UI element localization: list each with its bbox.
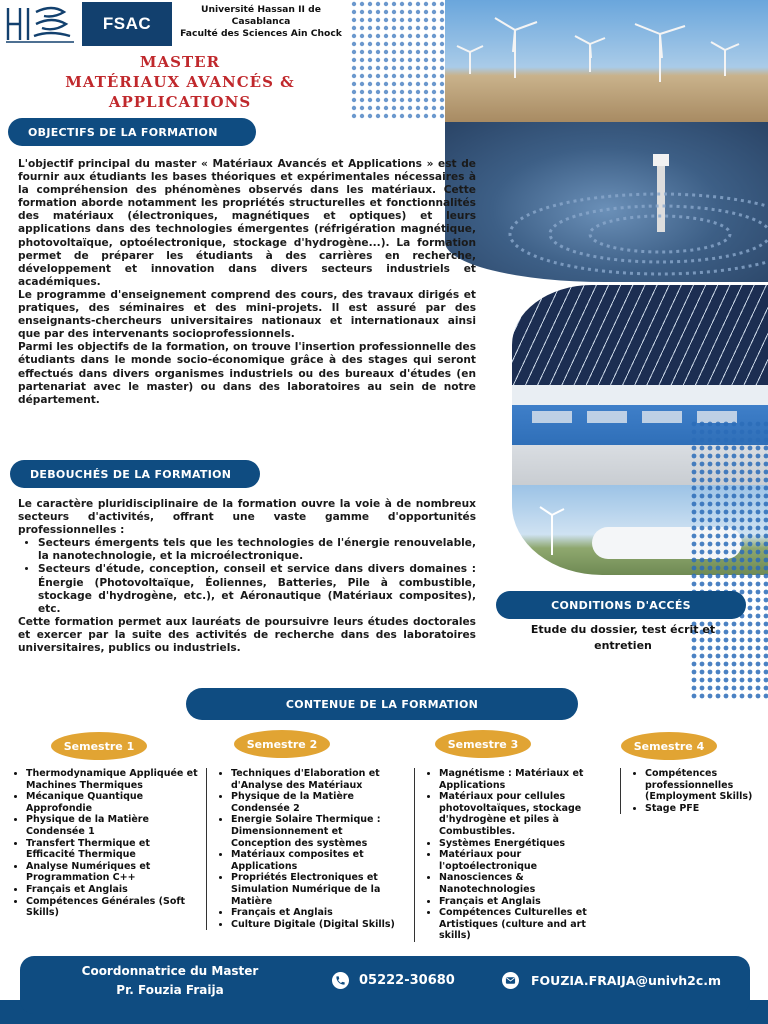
list-item: • Physique de la Matière Condensée 1 [26, 814, 200, 837]
list-item: • Français et Anglais [26, 884, 200, 896]
list-item: • Secteurs d'étude, conception, conseil et service dans divers domaines : Énergie (Photovoltaïque, Éoliennes, Batteries, Pile à combustible, stockage d'hydrogène, etc.), et Aéronautique (Matériaux composites), etc. [38, 563, 476, 615]
semestre-4-badge: Semestre 4 [621, 732, 717, 760]
list-item: • Energie Solaire Thermique : Dimensionnement et Conception des systèmes [231, 814, 406, 849]
conditions-text: Etude du dossier, test écrit et entretien [530, 623, 716, 652]
list-item: • Matériaux pour l'optoélectronique [439, 849, 610, 872]
list-item: • Secteurs émergents tels que les technologies de l'énergie renouvelable, la nanotechnologie, et la microélectronique. [38, 537, 476, 563]
wind-turbines-image [445, 0, 768, 122]
semestre-3-badge: Semestre 3 [435, 730, 531, 758]
phone-contact[interactable]: 05222-30680 [332, 972, 455, 989]
list-item: • Français et Anglais [231, 907, 406, 919]
solar-tower-image [445, 122, 768, 282]
section-objectifs: OBJECTIFS DE LA FORMATION [8, 118, 256, 146]
semestre-1-list [2, 768, 200, 919]
list-item: • Culture Digitale (Digital Skills) [231, 919, 406, 931]
university-name: Université Hassan II de Casablanca Faculté des Sciences Ain Chock [180, 4, 342, 39]
mail-icon [502, 972, 519, 989]
list-item: • Français et Anglais [439, 896, 610, 908]
coordinator: Coordonnatrice du Master Pr. Fouzia Fraija [81, 964, 259, 997]
list-item: • Mécanique Quantique Approfondie [26, 791, 200, 814]
list-item: • Matériaux pour cellules photovoltaïques, stockage d'hydrogène et piles à Combustibles. [439, 791, 610, 837]
list-item: • Compétences Générales (Soft Skills) [26, 896, 200, 919]
debouches-text: Le caractère pluridisciplinaire de la formation ouvre la voie à de nombreux secteurs d'activités, offrant une vaste gamme d'opportunités professionnelles : • Secteurs émergents tels que les technologies de l'énergie renouvelable, la nanotechnologie, et la microélectronique. • Secteurs d'étude, conception, conseil et service dans divers domaines : Énergie (Photovoltaïque, Éoliennes, Batteries, Pile à combustible, stockage d'hydrogène, etc.), et Aéronautique (Matériaux composites), etc. Cette formation permet aux lauréats de poursuivre leurs études doctorales et exercer par la suite des activités de recherche dans des laboratoires universitaires, publics ou industriels. [18, 498, 476, 655]
debouches-list [18, 537, 476, 616]
list-item: • Nanosciences & Nanotechnologies [439, 872, 610, 895]
fsac-logo: FSAC [82, 2, 172, 46]
university-logo-icon [4, 2, 78, 46]
list-item: • Physique de la Matière Condensée 2 [231, 791, 406, 814]
list-item: • Systèmes Energétiques [439, 838, 610, 850]
list-item: • Magnétisme : Matériaux et Applications [439, 768, 610, 791]
semestre-3-list [414, 768, 610, 942]
decorative-dots-top [350, 0, 445, 120]
solar-panels-image [512, 285, 768, 385]
section-conditions: CONDITIONS D'ACCÉS [496, 591, 746, 619]
semestre-2-list [206, 768, 406, 930]
semestre-2-badge: Semestre 2 [234, 730, 330, 758]
list-item: • Propriétés Electroniques et Simulation Numérique de la Matière [231, 872, 406, 907]
section-debouches: DEBOUCHÉS DE LA FORMATION [10, 460, 260, 488]
page-title: MASTER MATÉRIAUX AVANCÉS & APPLICATIONS [65, 53, 295, 111]
decorative-dots [690, 420, 768, 700]
list-item: • Techniques d'Elaboration et d'Analyse des Matériaux [231, 768, 406, 791]
phone-icon [332, 972, 349, 989]
list-item: • Compétences professionnelles (Employment Skills) [645, 768, 764, 803]
email-contact[interactable]: FOUZIA.FRAIJA@univh2c.m [502, 972, 721, 989]
list-item: • Transfert Thermique et Efficacité Thermique [26, 838, 200, 861]
list-item: • Thermodynamique Appliquée et Machines Thermiques [26, 768, 200, 791]
objectifs-text: L'objectif principal du master « Matériaux Avancés et Applications » est de fournir aux étudiants les bases théoriques et expérimentales nécessaires à la compréhension des phénomènes observés dans les matériaux. Cette formation aborde notamment les propriétés structurelles et fonctionnalités des matériaux (électroniques, magnétiques et optiques) et leurs applications dans des technologies émergentes (réfrigération magnétique, photovoltaïque, optoélectronique, stockage d'hydrogène...). La formation permet de préparer les étudiants à des carrières en recherche, développement et innovation dans divers secteurs industriels et académiques. Le programme d'enseignement comprend des cours, des travaux dirigés et pratiques, des séminaires et des mini-projets. Il est assuré par des enseignants-chercheurs universitaires nationaux et internationaux ainsi que par des intervenants socioprofessionnels. Parmi les objectifs de la formation, on trouve l'insertion professionnelle des étudiants dans le monde socio-économique grâce à des stages qui seront effectués dans divers organismes industriels ou des bureaux d'études (en partenariat avec le master) ou dans des laboratoires au sein de notre département. [18, 158, 476, 406]
list-item: • Matériaux composites et Applications [231, 849, 406, 872]
list-item: • Stage PFE [645, 803, 764, 815]
list-item: • Compétences Culturelles et Artistiques (culture and art skills) [439, 907, 610, 942]
list-item: • Analyse Numériques et Programmation C++ [26, 861, 200, 884]
semestre-1-badge: Semestre 1 [51, 732, 147, 760]
section-contenue: CONTENUE DE LA FORMATION [186, 688, 578, 720]
semestre-4-list [620, 768, 764, 814]
